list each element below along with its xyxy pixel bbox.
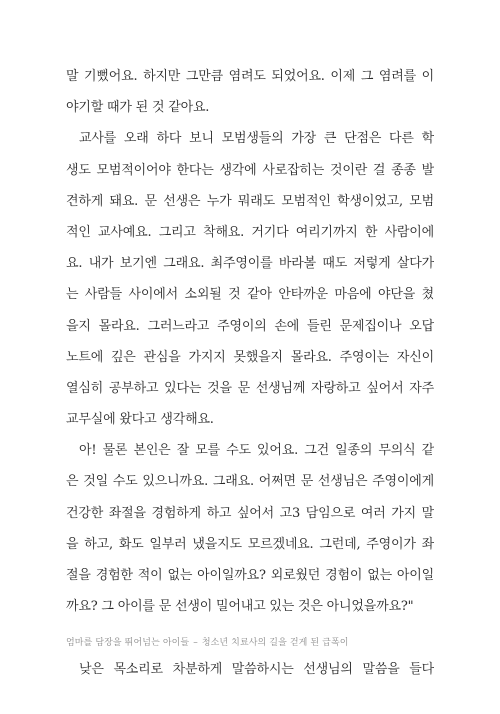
running-footer: [66, 635, 349, 648]
footer-book-title: 엄마를 담장을 뛰어넘는 아이들: [66, 638, 190, 648]
text-line: 요. 내가 보기엔 그래요. 최주영이를 바라볼 때도 저렇게 살다가: [66, 256, 434, 272]
text-line: 견하게 돼요. 문 선생은 누가 뭐래도 모범적인 학생이었고, 모범: [66, 193, 434, 209]
paragraph-start-line: 낮은 목소리로 차분하게 말씀하시는 선생님의 말씀을 들다: [79, 661, 434, 677]
text-line: 까요? 그 아이를 문 선생이 밀어내고 있는 것은 아니었을까요?": [66, 599, 414, 615]
text-line: 는 사람들 사이에서 소외될 것 같아 안타까운 마음에 야단을 쳤: [66, 287, 434, 303]
text-line: 교무실에 왔다고 생각해요.: [66, 412, 214, 428]
footer-separator: –: [193, 638, 198, 648]
text-line: 절을 경험한 적이 없는 아이일까요? 외로웠던 경험이 없는 아이일: [66, 568, 434, 583]
text-line: 적인 교사예요. 그리고 착해요. 거기다 여리기까지 한 사람이에: [66, 224, 434, 240]
text-line: 생도 모범적이어야 한다는 생각에 사로잡히는 것이란 걸 종종 발: [66, 162, 434, 178]
body-text: [66, 61, 434, 685]
text-line: 은 것일 수도 있으니까요. 그래요. 어쩌면 문 선생님은 주영이에게: [66, 474, 434, 490]
paragraph-start-line: 아! 물론 본인은 잘 모를 수도 있어요. 그건 일종의 무의식 같: [79, 443, 434, 459]
text-line: 야기할 때가 된 것 같아요.: [66, 100, 210, 116]
text-line: 을 하고, 화도 일부러 냈을지도 모르겠네요. 그런데, 주영이가 좌: [66, 536, 434, 552]
text-line: 건강한 좌절을 경험하게 하고 싶어서 고3 담임으로 여러 가지 말: [66, 505, 434, 521]
text-line: 말 기뻤어요. 하지만 그만큼 염려도 되었어요. 이제 그 염려를 이: [66, 69, 434, 84]
text-line: 을지 몰라요. 그러느라고 주영이의 손에 들린 문제집이나 오답: [66, 318, 434, 334]
text-line: 노트에 깊은 관심을 가지지 못했을지 몰라요. 주영이는 자신이: [66, 349, 434, 365]
text-line: 열심히 공부하고 있다는 것을 문 선생님께 자랑하고 싶어서 자주: [66, 380, 434, 396]
footer-subtitle: 청소년 치료사의 길을 걷게 된 급폭이: [201, 638, 349, 648]
paragraph-start-line: 교사를 오래 하다 보니 모범생들의 가장 큰 단점은 다른 학: [79, 131, 434, 147]
